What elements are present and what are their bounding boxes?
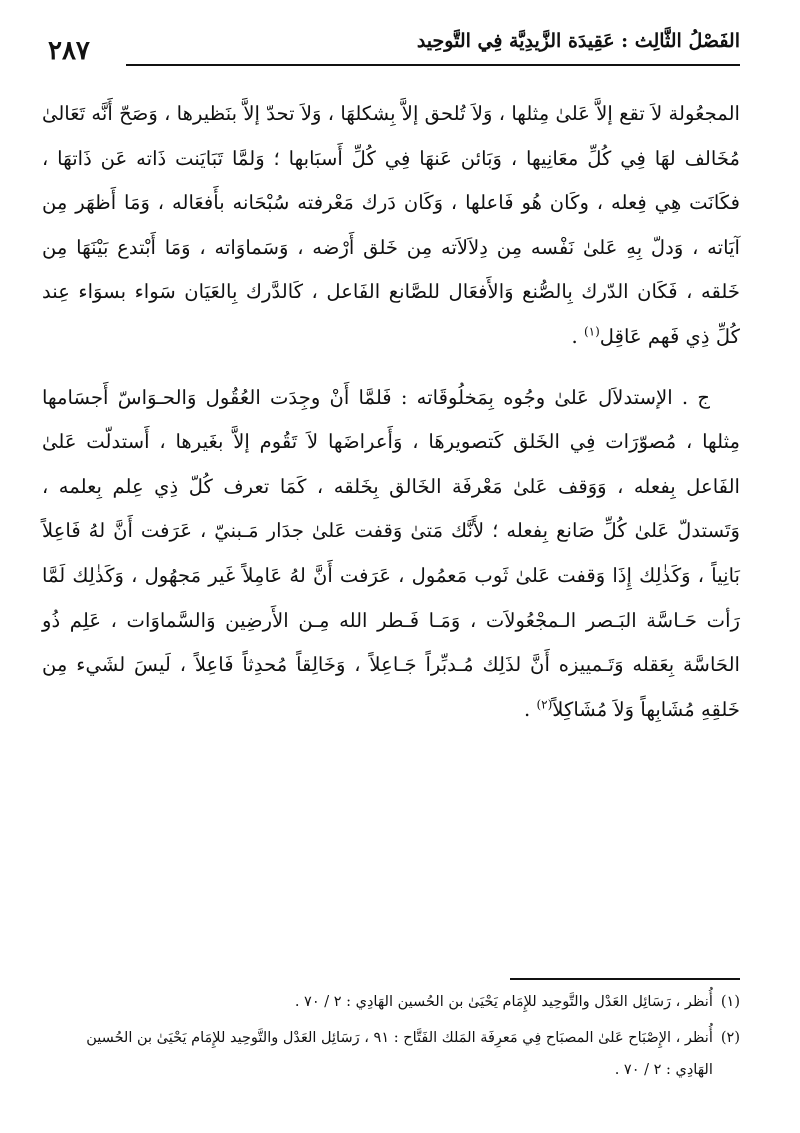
footnote-2 (60, 1022, 740, 1086)
paragraph-1 (42, 92, 740, 360)
footnote-separator (510, 978, 740, 980)
footnote-1-text: أُنظر ، رَسَائِل العَدْل والتَّوحِيد للإِمَام يَحْيَىٰ بن الحُسين الهَادِي : ٢ / ٧٠ . (294, 994, 713, 1010)
running-title: الفَصْلُ الثَّالِث : عَقِيدَة الزَّيدِيَّة فِي التَّوحِيد (416, 30, 740, 52)
page-header (48, 30, 740, 70)
paragraph-1-text: المجعُولة لاَ تقع إلاَّ عَلىٰ مِثلها ، وَلاَ تُلحق إلاَّ بِشكلهَا ، وَلاَ تحدّ إلاَّ بنَظيرها ، وَصَحّ أَنَّه تَعَالىٰ مُخَالف لهَا فِي كُلِّ معَانِيها ، وَبَائن عَنهَا فِي كُلِّ أَسبَابها ؛ وَلمَّا تَبَايَنت ذَاته عَن ذَاتهَا ، فكَانَت هِي فِعله ، وكَان هُو فَاعلها ، وَكَان دَرك مَعْرفته سُبْحَانه بأَفعَاله ، وَمَا أَظهَر مِن آيَاته ، وَدلّ بِهِ عَلىٰ نَفْسه مِن دِلاَلاَته مِن خَلق أَرْضه ، وَسَماوَاته ، وَمَا أَبْتدع بَيْنَهَا مِن خَلقه ، فَكَان الدّرك بِالصُّنع وَالأَفعَال للصَّانع الفَاعل ، كَالدَّرك بِالعَيَان سَواء بسوَاء عِند كُلِّ ذِي فَهم عَاقِل (42, 102, 740, 348)
page-number: ٢٨٧ (48, 36, 90, 66)
paragraph-2 (42, 376, 740, 733)
footnote-marker-2[interactable]: (٢) (536, 697, 553, 712)
header-rule (126, 64, 740, 66)
paragraph-2-text: ج . الإستدلاَل عَلىٰ وجُوه بِمَخلُوقَاته : فَلمَّا أَنْ وجِدَت العُقُول وَالحـوَاسّ أَجسَامها مِثلها ، مُصوّرَات فِي الخَلق كَتصويرهَا ، وَأَعراضَها لاَ تَقُوم إلاَّ بغَيرها ، أَستدلّت عَلىٰ الفَاعل بِفعله ، وَوَقف عَلىٰ مَعْرفَة الخَالق بِخَلقه ، كَمَا تعرف كُلّ ذِي عِلم بِعلمه ، وَتَستدلّ عَلىٰ كُلِّ صَانع بِفعله ؛ لأَنَّك مَتىٰ وَقفت عَلىٰ جدَار مَـبنيّ ، عَرَفت أَنَّ لهُ فَاعِلاً بَانِياً ، وَكَذٰلِك إِذَا وَقفت عَلىٰ ثَوب مَعمُول ، عَرَفت أَنَّ لهُ عَامِلاً غَير مَجهُول ، وَكَذٰلِك لَمَّا رَأت حَـاسَّة البَـصر الـمجْعُولاَت ، وَمَـا فَـطر الله مِـن الأَرضِين وَالسَّماوَات ، عَلِم ذُو الحَاسَّة بِعَقله وَتَـمييزه أَنَّ لذَلِك مُـدبِّراً جَـاعِلاً ، وَخَالِقاً مُحدِثاً فَاعِلاً ، لَيسَ لشَيء مِن خَلقِهِ مُشَابِهاً وَلاَ مُشَاكِلاً (42, 385, 740, 721)
footnote-marker-1[interactable]: (١) (583, 324, 600, 339)
body-text (42, 92, 740, 732)
footnote-2-number: (٢) (720, 1030, 740, 1046)
footnote-1-number: (١) (720, 994, 740, 1010)
footnote-2-text: أُنظر ، الإِصْبَاح عَلىٰ المصبَاح فِي مَعرِفَة المَلك الفَتَّاح : ٩١ ، رَسَائِل العَدْل والتَّوحِيد للإِمَام يَحْيَىٰ بن الحُسين الهَادِي : ٢ / ٧٠ . (86, 1030, 713, 1078)
footnotes (60, 986, 740, 1086)
footnote-1 (60, 986, 740, 1018)
paragraph-1-end: . (571, 324, 584, 348)
paragraph-2-end: . (524, 697, 537, 721)
